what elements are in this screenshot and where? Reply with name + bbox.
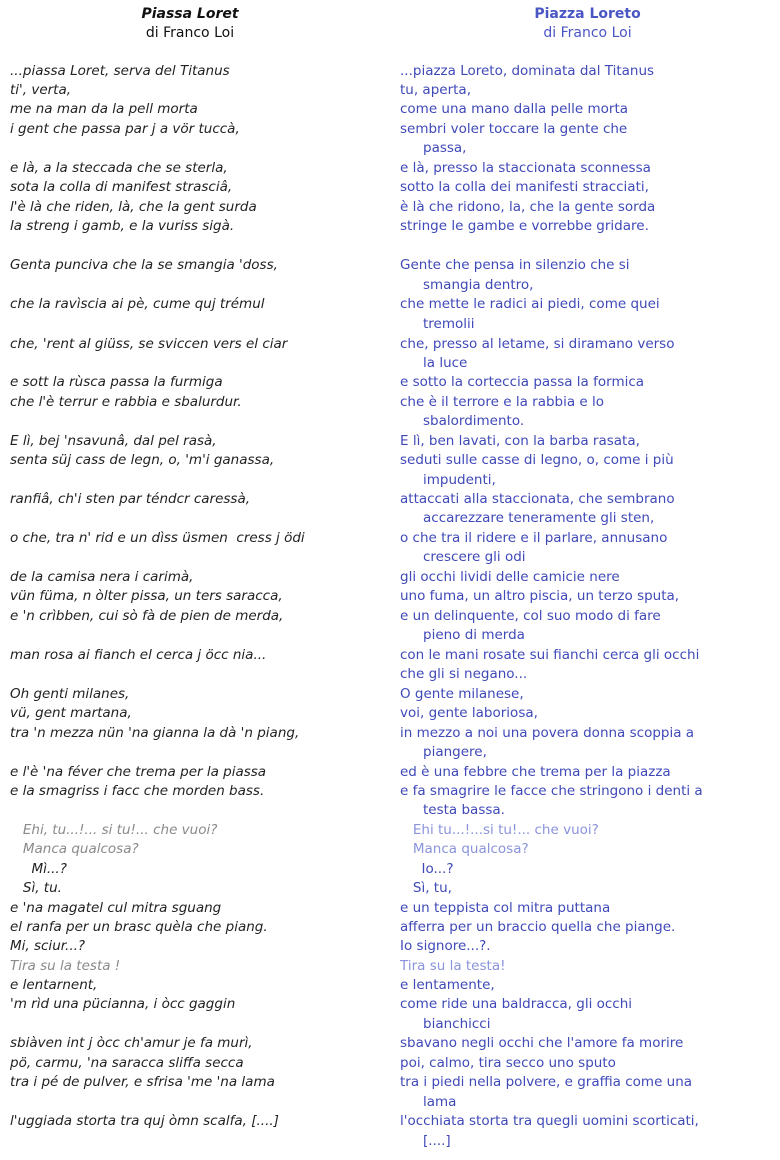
dialect-line: e lentarnent,: [10, 977, 98, 993]
dialect-line: 'm rìd una pücianna, i òcc gaggin: [10, 996, 236, 1012]
italian-line: tu, aperta,: [400, 82, 471, 98]
italian-line: O gente milanese,: [400, 686, 524, 702]
italian-line: [....]: [423, 1133, 451, 1149]
dialect-line: pö, carmu, 'na saracca sliffa secca: [10, 1055, 244, 1071]
italian-line: sotto la colla dei manifesti stracciati,: [400, 179, 649, 195]
italian-line: l'occhiata storta tra quegli uomini scorticati,: [400, 1113, 699, 1129]
dialect-line: e l'è 'na féver che trema per la piassa: [10, 764, 267, 780]
italian-line: testa bassa.: [423, 802, 505, 818]
italian-line: che gli si negano...: [400, 666, 528, 682]
dialect-line: e là, a la steccada che se sterla,: [10, 160, 228, 176]
dialect-line: ...piassa Loret, serva del Titanus: [10, 63, 230, 79]
dialect-line: che, 'rent al giüss, se sviccen vers el ciar: [10, 336, 288, 352]
italian-line: che, presso al letame, si diramano verso: [400, 336, 675, 352]
italian-line: impudenti,: [423, 472, 496, 488]
italian-line: poi, calmo, tira secco uno sputo: [400, 1055, 616, 1071]
italian-line: uno fuma, un altro piscia, un terzo sputa,: [400, 588, 680, 604]
italian-line: come una mano dalla pelle morta: [400, 101, 629, 117]
italian-line: con le mani rosate sui fianchi cerca gli occhi: [400, 647, 700, 663]
italian-line: Io signore...?.: [400, 938, 491, 954]
italian-line: crescere gli odi: [423, 549, 526, 565]
dialect-line: o che, tra n' rid e un dìss üsmen cress j ödi: [10, 530, 305, 546]
italian-line: passa,: [423, 140, 467, 156]
dialect-line: e sott la rùsca passa la furmiga: [10, 374, 223, 390]
italian-line: tra i piedi nella polvere, e graffia come una: [400, 1074, 693, 1090]
dialect-line: me na man da la pell morta: [10, 101, 198, 117]
italian-line: in mezzo a noi una povera donna scoppia a: [400, 725, 695, 741]
italian-line: o che tra il ridere e il parlare, annusano: [400, 530, 668, 546]
dialect-line: Ehi, tu...!... si tu!... che vuoi?: [10, 822, 218, 838]
dialect-line: ti', verta,: [10, 82, 72, 98]
dialect-line: l'è là che riden, là, che la gent surda: [10, 199, 257, 215]
italian-line: pieno di merda: [423, 627, 525, 643]
dialect-line: man rosa ai fianch el cerca j öcc nia...: [10, 647, 267, 663]
italian-line: sbalordimento.: [423, 413, 525, 429]
dialect-line: la streng i gamb, e la vuriss sigà.: [10, 218, 235, 234]
dialect-line: che l'è terrur e rabbia e sbalurdur.: [10, 394, 242, 410]
italian-line: seduti sulle casse di legno, o, come i più: [400, 452, 674, 468]
italian-line: voi, gente laboriosa,: [400, 705, 538, 721]
italian-line: ed è una febbre che trema per la piazza: [400, 764, 671, 780]
italian-line: Io...?: [400, 861, 454, 877]
dialect-line: che la ravìscia ai pè, cume quj trémul: [10, 296, 265, 312]
italian-line: piangere,: [423, 744, 487, 760]
italian-line: tremolii: [423, 316, 475, 332]
italian-line: smangia dentro,: [423, 277, 534, 293]
dialect-line: Tira su la testa !: [10, 958, 121, 974]
dialect-line: sota la colla di manifest strasciâ,: [10, 179, 233, 195]
italian-author: di Franco Loi: [543, 25, 632, 41]
dialect-title: Piassa Loret: [141, 6, 239, 22]
dialect-line: sbiàven int j òcc ch'amur je fa murì,: [10, 1035, 253, 1051]
italian-line: che mette le radici ai piedi, come quei: [400, 296, 660, 312]
italian-line: e sotto la corteccia passa la formica: [400, 374, 645, 390]
italian-line: Manca qualcosa?: [400, 841, 529, 857]
dialect-line: senta süj cass de legn, o, 'm'i ganassa,: [10, 452, 275, 468]
dialect-line: Genta punciva che la se smangia 'doss,: [10, 257, 278, 273]
italian-line: e fa smagrire le facce che stringono i denti a: [400, 783, 703, 799]
italian-title: Piazza Loreto: [534, 6, 641, 22]
italian-line: afferra per un braccio quella che piange.: [400, 919, 676, 935]
italian-line: che è il terrore e la rabbia e lo: [400, 394, 605, 410]
dialect-line: tra i pé de pulver, e sfrisa 'me 'na lama: [10, 1074, 275, 1090]
dialect-line: vü, gent martana,: [10, 705, 132, 721]
dialect-line: Mì...?: [10, 861, 67, 877]
italian-line: lama: [423, 1094, 457, 1110]
dialect-line: Oh genti milanes,: [10, 686, 130, 702]
italian-line: come ride una baldracca, gli occhi: [400, 996, 633, 1012]
dialect-line: el ranfa per un brasc quèla che piang.: [10, 919, 268, 935]
dialect-line: ranfiâ, ch'i sten par téndcr caressà,: [10, 491, 251, 507]
dialect-author: di Franco Loi: [145, 25, 235, 41]
dialect-line: i gent che passa par j a vör tuccà,: [10, 121, 240, 137]
dialect-line: e 'na magatel cul mitra sguang: [10, 900, 222, 916]
italian-line: accarezzare teneramente gli sten,: [423, 510, 655, 526]
italian-line: e lentamente,: [400, 977, 495, 993]
italian-line: sbavano negli occhi che l'amore fa morire: [400, 1035, 684, 1051]
italian-line: e un teppista col mitra puttana: [400, 900, 611, 916]
italian-line: sembri voler toccare la gente che: [400, 121, 628, 137]
italian-line: è là che ridono, la, che la gente sorda: [400, 199, 656, 215]
dialect-line: E lì, bej 'nsavunâ, dal pel rasà,: [10, 433, 217, 449]
dialect-line: Sì, tu.: [10, 880, 62, 896]
dialect-line: de la camisa nera i carimà,: [10, 569, 194, 585]
italian-line: ...piazza Loreto, dominata dal Titanus: [400, 63, 655, 79]
italian-line: attaccati alla staccionata, che sembrano: [400, 491, 675, 507]
italian-line: bianchicci: [423, 1016, 491, 1032]
dialect-line: tra 'n mezza nün 'na gianna la dà 'n piang,: [10, 725, 300, 741]
dialect-line: Manca qualcosa?: [10, 841, 139, 857]
italian-line: Tira su la testa!: [400, 958, 506, 974]
italian-line: e là, presso la staccionata sconnessa: [400, 160, 651, 176]
dialect-line: e la smagriss i facc che morden bass.: [10, 783, 265, 799]
dialect-line: vün fümа, n òlter pissa, un ters saracca,: [10, 588, 283, 604]
italian-line: Gente che pensa in silenzio che si: [400, 257, 630, 273]
italian-line: Ehi tu...!...si tu!... che vuoi?: [400, 822, 599, 838]
italian-line: E lì, ben lavati, con la barba rasata,: [400, 433, 640, 449]
italian-line: la luce: [423, 355, 468, 371]
dialect-line: e 'n crìbben, cui sò fà de pien de merda,: [10, 608, 284, 624]
dialect-line: l'uggiada storta tra quj òmn scalfa, [....]: [10, 1113, 279, 1129]
italian-line: e un delinquente, col suo modo di fare: [400, 608, 661, 624]
italian-line: gli occhi lividi delle camicie nere: [400, 569, 620, 585]
dialect-line: Mi, sciur...?: [10, 938, 86, 954]
italian-line: Sì, tu,: [400, 880, 452, 896]
italian-line: stringe le gambe e vorrebbe gridare.: [400, 218, 649, 234]
